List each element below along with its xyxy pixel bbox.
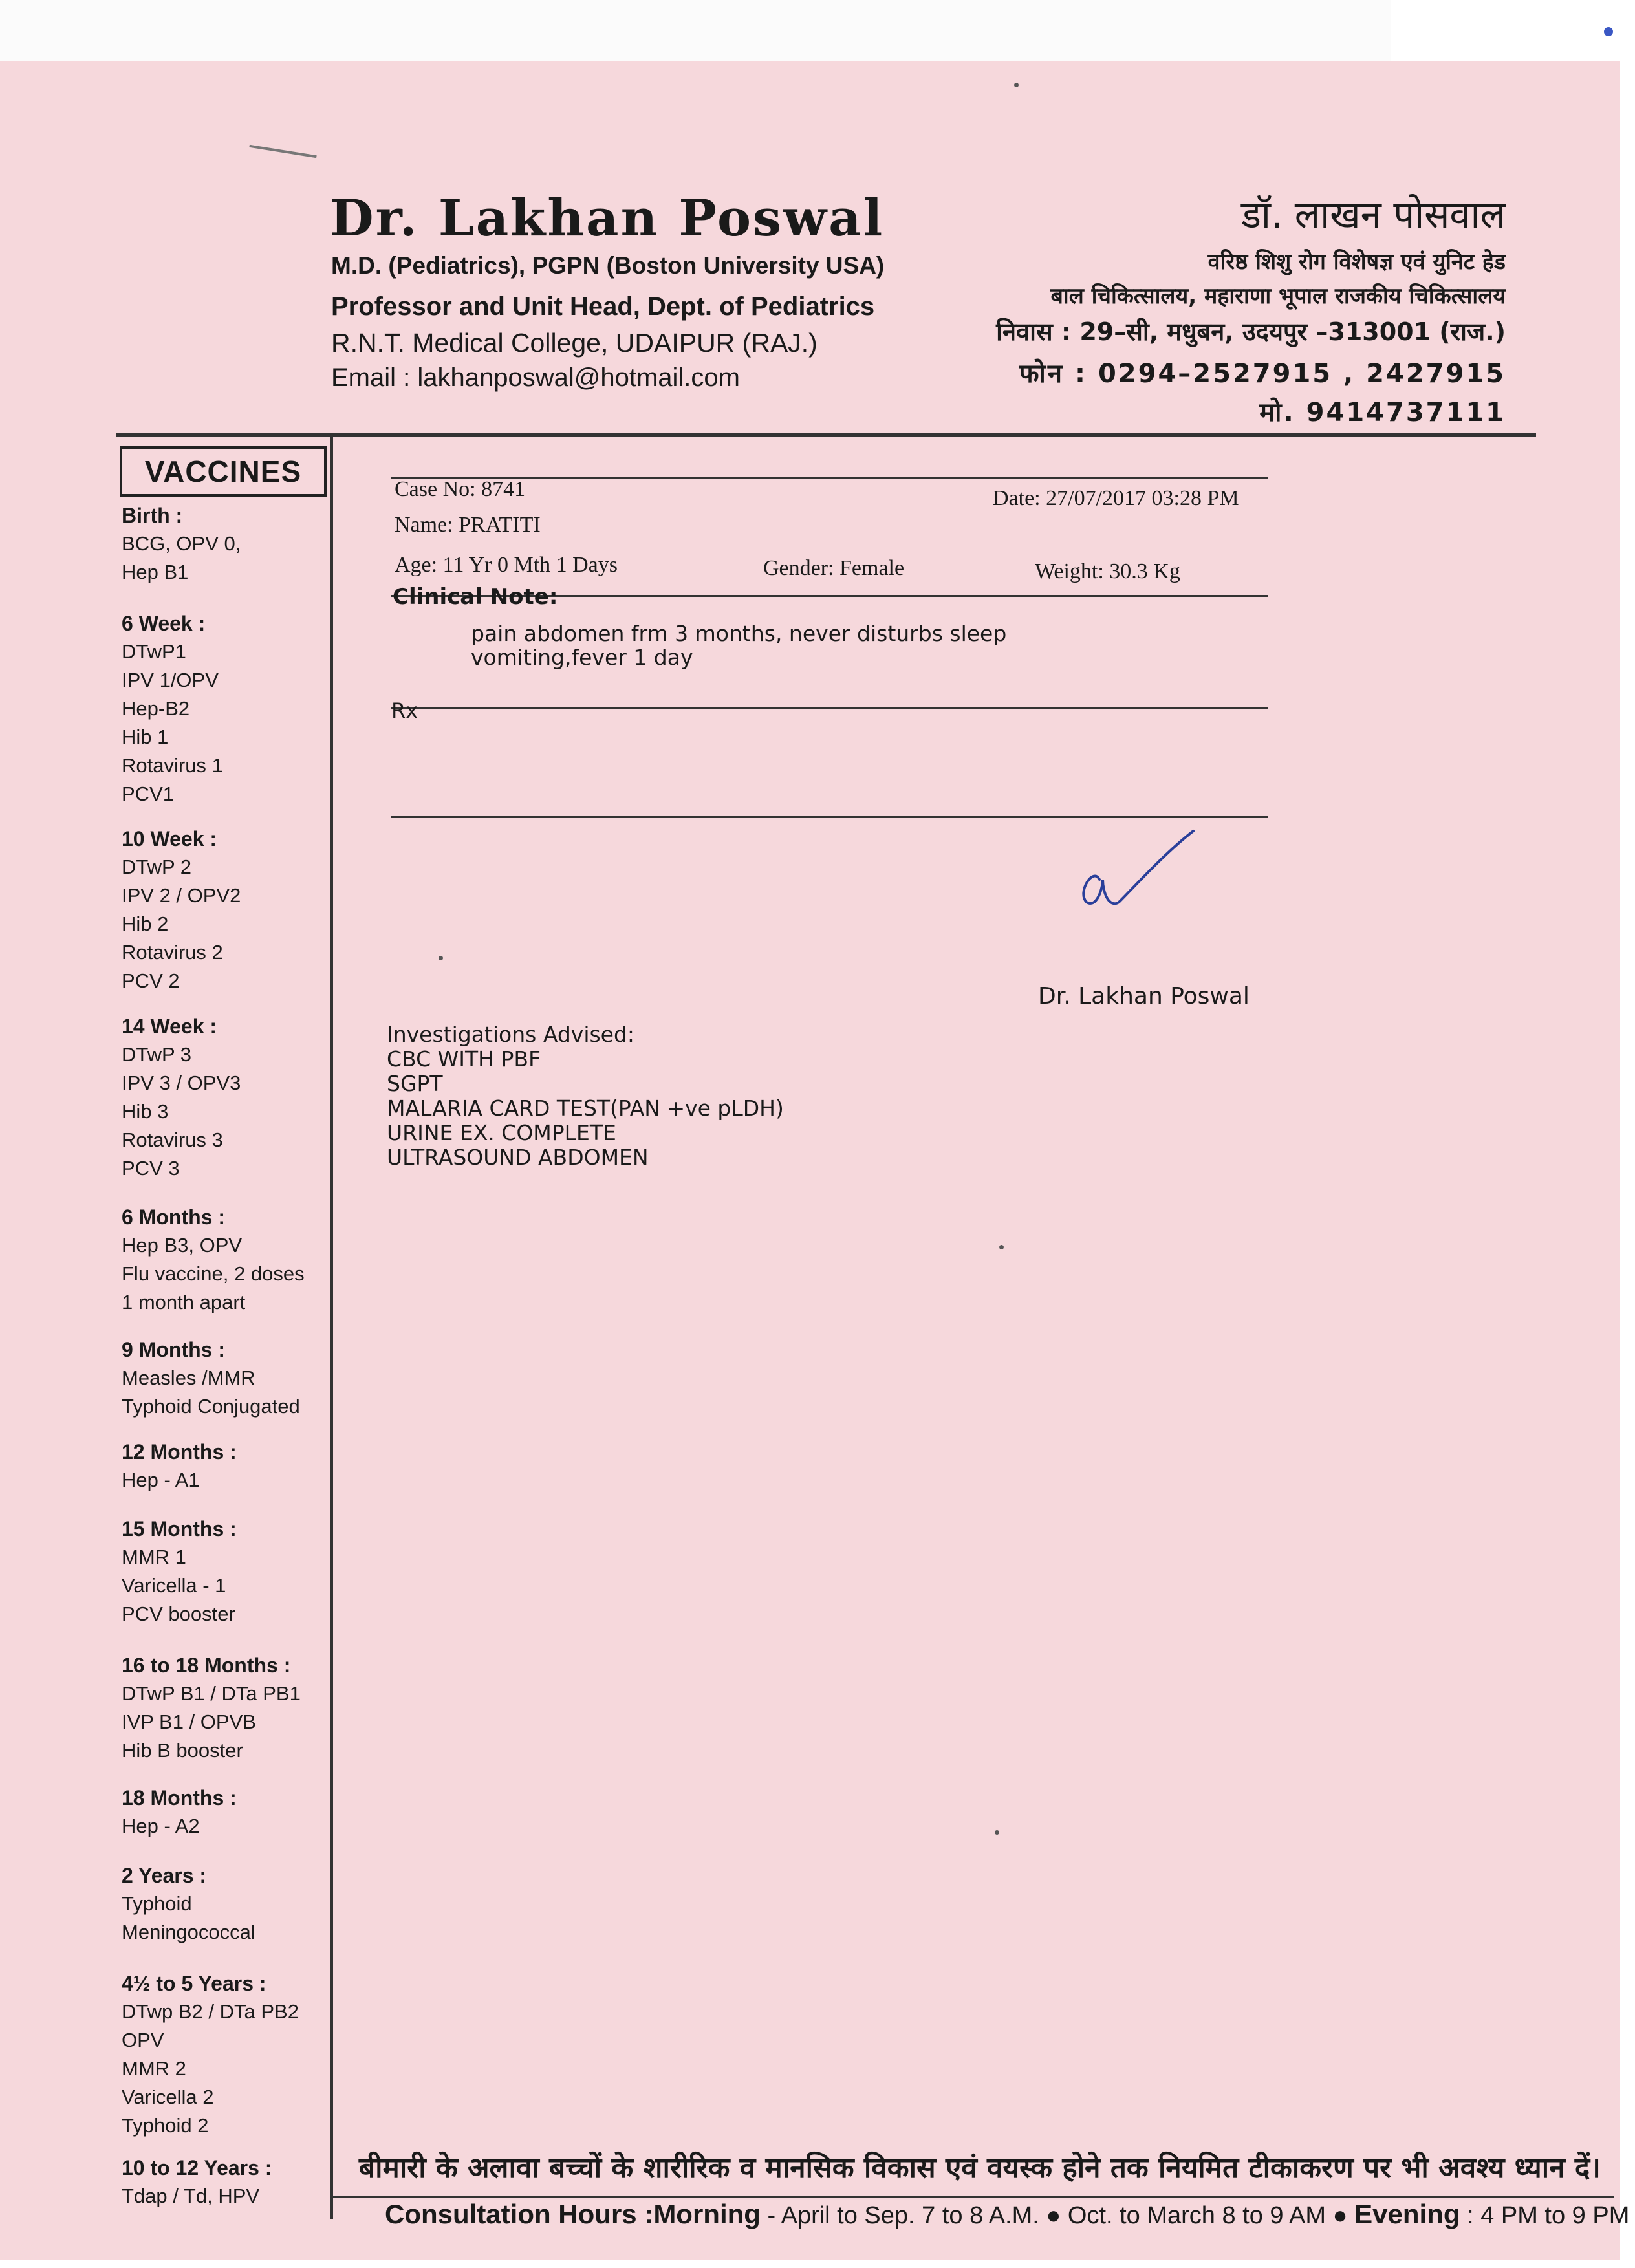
- vaccine-group: [122, 1861, 335, 1947]
- vaccine-item: BCG, OPV 0,: [122, 532, 241, 555]
- vaccine-item: Varicella 2: [122, 2086, 214, 2108]
- vaccine-group-heading: 15 Months :: [122, 1517, 237, 1540]
- footer-hindi-note: बीमारी के अलावा बच्चों के शारीरिक व मानसिक विकास एवं वयस्क होने तक नियमित टीकाकरण पर भी अवश्य ध्यान दें।: [359, 2152, 1601, 2185]
- doctor-title-hindi: वरिष्ठ शिशु रोग विशेषज्ञ एवं युनिट हेड: [1207, 249, 1506, 275]
- vaccine-item: IPV 3 / OPV3: [122, 1072, 241, 1094]
- vaccine-item: Typhoid 2: [122, 2114, 209, 2137]
- college-name: R.N.T. Medical College, UDAIPUR (RAJ.): [331, 328, 817, 358]
- vaccine-item: Hep B1: [122, 561, 189, 583]
- morning-hours: - April to Sep. 7 to 8 A.M. ● Oct. to March 8 to 9 AM ●: [760, 2202, 1355, 2229]
- case-date: Date: 27/07/2017 03:28 PM: [993, 486, 1239, 510]
- vaccine-group-heading: 4½ to 5 Years :: [122, 1972, 266, 1995]
- vaccine-group: [122, 1335, 335, 1421]
- vaccine-item: Hib 1: [122, 726, 169, 748]
- vaccine-item: Hep-B2: [122, 697, 190, 720]
- investigations-label: Investigations Advised:: [387, 1022, 635, 1047]
- hospital-hindi: बाल चिकित्सालय, महाराणा भूपाल राजकीय चिकित्सालय: [1050, 283, 1506, 309]
- vaccine-group-heading: 10 to 12 Years :: [122, 2156, 272, 2179]
- doctor-position: Professor and Unit Head, Dept. of Pediatrics: [331, 292, 875, 321]
- clinical-note-line-2: vomiting,fever 1 day: [471, 645, 693, 670]
- vaccine-item: Meningococcal: [122, 1921, 255, 1943]
- vaccine-item: DTwP1: [122, 640, 186, 663]
- vaccine-item: Varicella - 1: [122, 1574, 226, 1597]
- case-number: Case No: 8741: [395, 477, 526, 501]
- doctor-name-hindi: डॉ. लाखन पोसवाल: [1240, 193, 1506, 237]
- vaccine-item: Hib 3: [122, 1100, 169, 1123]
- hours-label: Consultation Hours :: [385, 2199, 654, 2229]
- vaccine-item: Rotavirus 3: [122, 1129, 223, 1151]
- vaccine-group-heading: 6 Week :: [122, 612, 206, 635]
- vaccine-group: [122, 1012, 335, 1183]
- vaccine-group-heading: 18 Months :: [122, 1786, 237, 1809]
- vaccine-item: MMR 2: [122, 2057, 186, 2080]
- vaccine-group: [122, 1438, 335, 1495]
- vaccine-item: PCV booster: [122, 1603, 235, 1625]
- vaccine-group-heading: 12 Months :: [122, 1440, 237, 1463]
- vaccine-item: Hep - A1: [122, 1469, 200, 1491]
- doctor-signature: [1074, 821, 1222, 925]
- vaccine-item: PCV1: [122, 783, 174, 805]
- vaccine-item: OPV: [122, 2029, 164, 2051]
- vaccine-item: Measles /MMR: [122, 1366, 255, 1389]
- footer-divider: [330, 2196, 1614, 2198]
- vaccine-item: Hep - A2: [122, 1815, 200, 1837]
- consultation-hours: [385, 2199, 1629, 2230]
- vaccine-item: PCV 2: [122, 969, 180, 992]
- vaccine-item: IPV 1/OPV: [122, 669, 219, 691]
- vaccine-item: Rotavirus 2: [122, 941, 223, 964]
- vaccine-group: [122, 1515, 335, 1628]
- vaccine-item: DTwP 3: [122, 1043, 191, 1066]
- vaccine-item: Hib B booster: [122, 1739, 243, 1762]
- signature-name: Dr. Lakhan Poswal: [1038, 983, 1250, 1010]
- rx-top-rule: [391, 707, 1268, 709]
- investigation-item: MALARIA CARD TEST(PAN +ve pLDH): [387, 1096, 784, 1121]
- morning-label: Morning: [653, 2199, 761, 2229]
- patient-name: Name: PRATITI: [395, 513, 541, 537]
- investigation-item: ULTRASOUND ABDOMEN: [387, 1145, 649, 1170]
- vaccine-group: [122, 825, 335, 995]
- vaccine-group-heading: 14 Week :: [122, 1015, 217, 1038]
- vaccine-item: Typhoid Conjugated: [122, 1395, 300, 1418]
- doctor-qualifications: M.D. (Pediatrics), PGPN (Boston University USA): [331, 252, 885, 279]
- vaccine-item: DTwp B2 / DTa PB2: [122, 2000, 299, 2023]
- vaccine-group: [122, 1651, 335, 1765]
- doctor-email: Email : lakhanposwal@hotmail.com: [331, 363, 740, 392]
- top-paper-strip: [0, 0, 1391, 67]
- evening-label: Evening: [1354, 2199, 1460, 2229]
- vaccine-group-heading: 10 Week :: [122, 827, 217, 850]
- investigation-item: URINE EX. COMPLETE: [387, 1120, 616, 1145]
- vaccine-item: Flu vaccine, 2 doses: [122, 1262, 305, 1285]
- investigation-item: SGPT: [387, 1071, 443, 1096]
- vaccine-item: Hib 2: [122, 913, 169, 935]
- clinical-note-label: Clinical Note:: [393, 584, 558, 610]
- investigation-item: CBC WITH PBF: [387, 1046, 541, 1072]
- ink-dot: [1604, 27, 1613, 36]
- vaccine-group-heading: 6 Months :: [122, 1205, 225, 1229]
- vaccine-group: [122, 609, 335, 808]
- vaccine-group: [122, 1203, 335, 1317]
- patient-age: Age: 11 Yr 0 Mth 1 Days: [395, 553, 618, 577]
- doctor-name: Dr. Lakhan Poswal: [330, 189, 885, 248]
- phone-hindi: फोन : 0294–2527915 , 2427915: [1019, 359, 1506, 389]
- patient-gender: Gender: Female: [763, 556, 905, 580]
- paper-speck: [439, 956, 443, 960]
- vaccine-group-heading: 2 Years :: [122, 1864, 207, 1887]
- vaccine-group: [122, 2154, 335, 2210]
- vaccine-item: 1 month apart: [122, 1291, 246, 1313]
- paper-speck: [995, 1830, 999, 1835]
- vaccine-group: [122, 1969, 335, 2140]
- vaccine-group-heading: 9 Months :: [122, 1338, 225, 1361]
- paper-speck: [1014, 83, 1019, 87]
- evening-hours: : 4 PM to 9 PM: [1460, 2202, 1630, 2229]
- vaccine-item: DTwP B1 / DTa PB1: [122, 1682, 301, 1705]
- rx-label: Rx: [391, 698, 418, 723]
- vaccine-group: [122, 501, 335, 587]
- patient-weight: Weight: 30.3 Kg: [1035, 559, 1180, 583]
- vaccine-item: MMR 1: [122, 1546, 186, 1568]
- vaccine-item: Hep B3, OPV: [122, 1234, 243, 1257]
- vaccine-item: Typhoid: [122, 1892, 192, 1915]
- vaccine-item: IPV 2 / OPV2: [122, 884, 241, 907]
- vaccine-item: PCV 3: [122, 1157, 180, 1180]
- vaccine-item: Tdap / Td, HPV: [122, 2185, 260, 2207]
- vaccine-item: DTwP 2: [122, 856, 191, 878]
- paper-speck: [999, 1245, 1004, 1249]
- vaccine-item: IVP B1 / OPVB: [122, 1711, 256, 1733]
- vaccine-group-heading: 16 to 18 Months :: [122, 1654, 291, 1677]
- rx-bottom-rule: [391, 816, 1268, 818]
- clinical-note-line-1: pain abdomen frm 3 months, never disturbs sleep: [471, 621, 1007, 646]
- mobile-hindi: मो. 9414737111: [1259, 398, 1506, 427]
- vaccines-title: VACCINES: [120, 446, 327, 497]
- vaccine-item: Rotavirus 1: [122, 754, 223, 777]
- vaccine-group-heading: Birth :: [122, 504, 183, 527]
- vaccine-group: [122, 1784, 335, 1841]
- residence-hindi: निवास : 29–सी, मधुबन, उदयपुर –313001 (राज.): [996, 318, 1506, 346]
